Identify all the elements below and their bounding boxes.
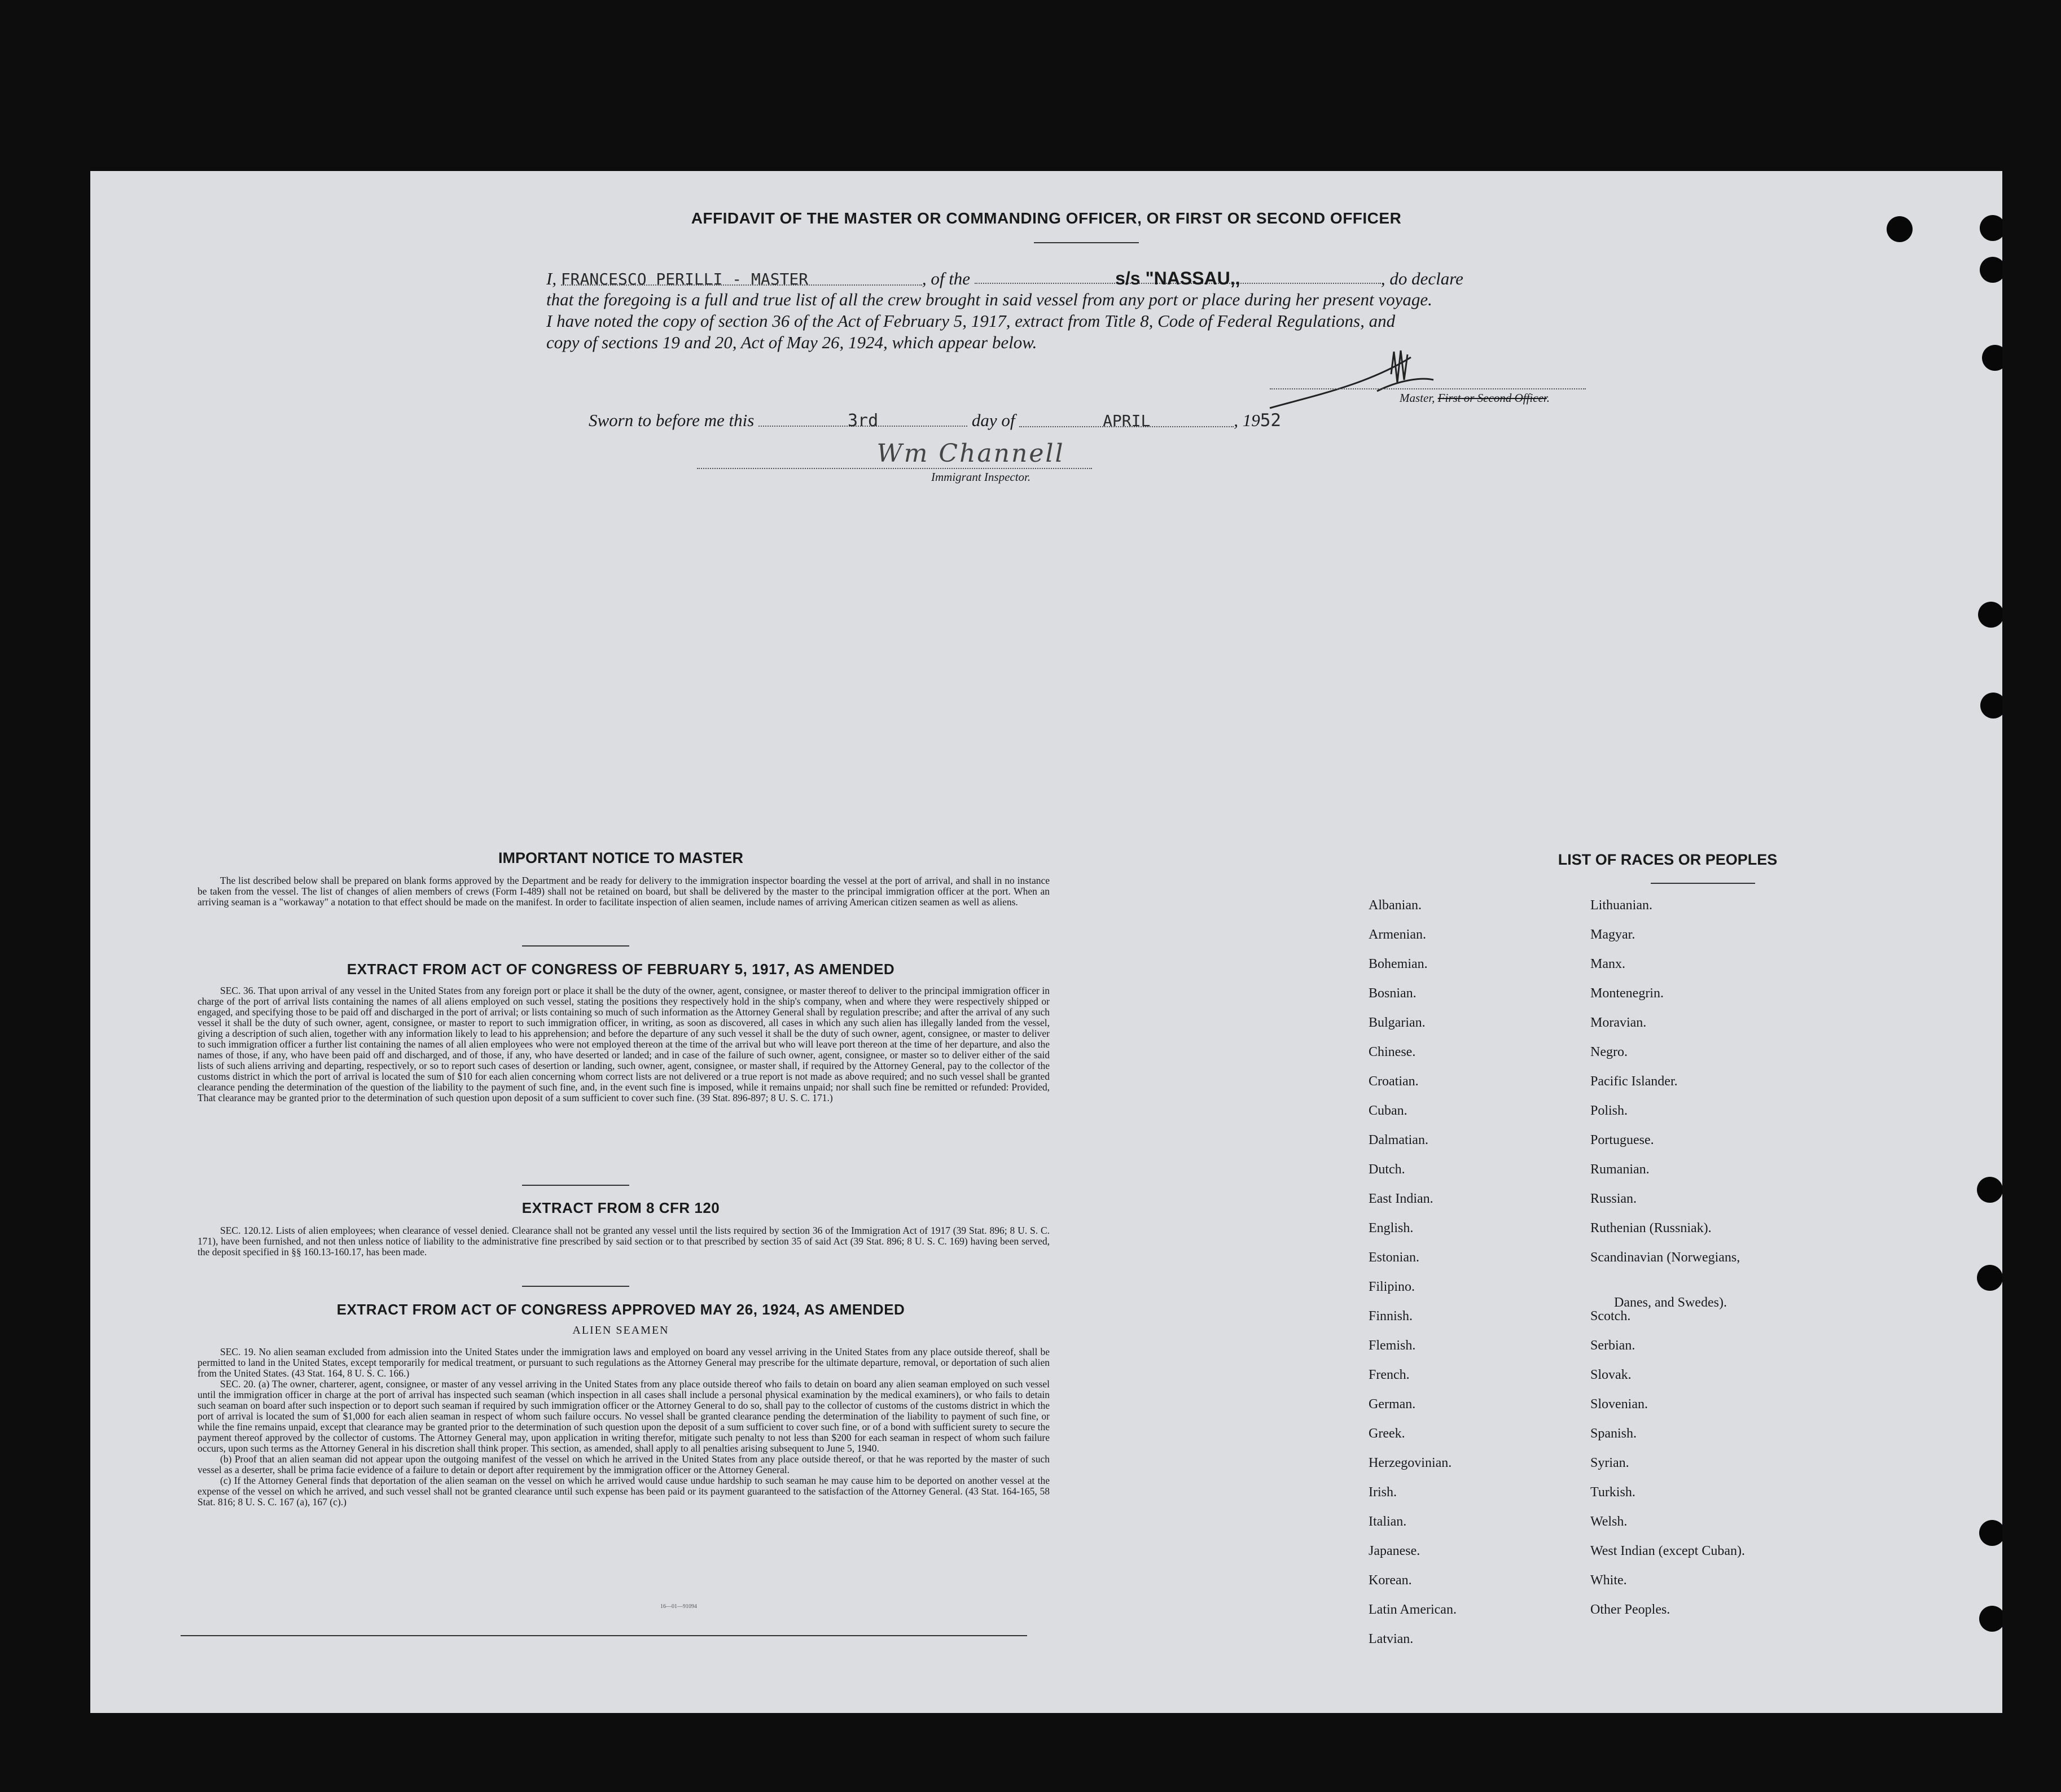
- extract-8cfr-body: SEC. 120.12. Lists of alien employees; when clearance of vessel denied. Clearance shall not be granted any vessel until the lists required by section 36 of the Immigration Act of 1917 (39 Stat. 896; 8 U. S. C. 171), have been furnished, and not then unless notice of liability to the administrative fine prescribed by said section or to that prescribed by section 35 of said Act (39 Stat. 896; 8 U. S. C. 169) having been served, the deposit specified in §§ 160.13-160.17, has been made.: [198, 1225, 1050, 1258]
- races-title: LIST OF RACES OR PEOPLES: [1558, 851, 1778, 868]
- race-item: East Indian.: [1369, 1191, 1433, 1206]
- race-item: Slovak.: [1590, 1368, 1632, 1382]
- race-item: Finnish.: [1369, 1309, 1413, 1324]
- race-item: West Indian (except Cuban).: [1590, 1544, 1745, 1558]
- extract-1924-subtitle: ALIEN SEAMEN: [572, 1324, 669, 1337]
- sec-20b: (b) Proof that an alien seaman did not appear upon the outgoing manifest of the vessel on which he arrived in the United States from any place outside thereof, or that he was reported by the master of such vessel as a deserter, shall be prima facie evidence of a failure to detain or deport after requirement by the immigration officer or the Attorney General.: [198, 1453, 1050, 1475]
- affidavit-title: AFFIDAVIT OF THE MASTER OR COMMANDING OFFICER, OR FIRST OR SECOND OFFICER: [691, 209, 1402, 227]
- race-item: Irish.: [1369, 1485, 1397, 1500]
- sworn-month-field: APRIL: [1019, 411, 1234, 427]
- race-item: Welsh.: [1590, 1514, 1628, 1529]
- declaration-line-2: that the foregoing is a full and true list of all the crew brought in said vessel from any port or place during her present voyage.: [546, 290, 1432, 309]
- race-item: Ruthenian (Russniak).: [1590, 1221, 1712, 1235]
- of-the-text: , of the: [922, 269, 971, 288]
- sec-20c: (c) If the Attorney General finds that deportation of the alien seaman on the vessel on which he arrived would cause undue hardship to such seaman he may cause him to be deported on another vessel at the expense of the vessel on which he arrived, and such vessel shall not be granted clearance until such expense has been paid or its payment guaranteed to the satisfaction of the Attorney General. (43 Stat. 164-165, 58 Stat. 816; 8 U. S. C. 167 (a), 167 (c).): [198, 1475, 1050, 1508]
- race-item: Turkish.: [1590, 1485, 1635, 1500]
- race-item: Greek.: [1369, 1426, 1405, 1441]
- race-item: Filipino.: [1369, 1280, 1415, 1294]
- race-item: Portuguese.: [1590, 1133, 1654, 1147]
- race-item: Polish.: [1590, 1103, 1628, 1118]
- notice-body: The list described below shall be prepared on blank forms approved by the Department and be ready for delivery to the immigration inspector boarding the vessel at the port of arrival, and shall in no instance be taken from the vessel. The list of changes of alien members of crews (Form I-489) shall not be retained on board, but shall be delivered by the master to the principal immigration officer at the port. When an arriving seaman is a "workaway" a notation to that effect should be made on the manifest. In order to facilitate inspection of alien seamen, include names of arriving American citizen seamen as well as aliens.: [198, 875, 1050, 908]
- race-item: Bohemian.: [1369, 957, 1428, 971]
- race-item: Latvian.: [1369, 1632, 1414, 1646]
- race-item: Moravian.: [1590, 1015, 1647, 1030]
- race-item: Manx.: [1590, 957, 1625, 971]
- race-item: White.: [1590, 1573, 1627, 1588]
- extract-1924-body: [198, 1347, 1050, 1508]
- title-divider: [1034, 242, 1139, 243]
- punch-hole: [1978, 602, 2002, 628]
- master-signature: [1264, 340, 1479, 419]
- race-item: Bosnian.: [1369, 986, 1417, 1001]
- race-item: Spanish.: [1590, 1426, 1637, 1441]
- day-of-text: day of: [971, 410, 1015, 430]
- extract-8cfr-title: EXTRACT FROM 8 CFR 120: [521, 1199, 720, 1216]
- race-item: Russian.: [1590, 1191, 1637, 1206]
- race-item: Chinese.: [1369, 1045, 1416, 1059]
- declaration-line-4: copy of sections 19 and 20, Act of May 26, 1924, which appear below.: [546, 332, 1037, 352]
- punch-hole: [1977, 1177, 2002, 1203]
- vessel-name-field: s/s "NASSAU,,: [975, 268, 1381, 284]
- race-item: Korean.: [1369, 1573, 1412, 1588]
- print-code: 16—01—91094: [660, 1603, 697, 1610]
- race-item: Syrian.: [1590, 1456, 1629, 1470]
- master-caption-label: Master,: [1400, 391, 1435, 405]
- sworn-line: [589, 410, 1492, 431]
- punch-hole: [1980, 257, 2002, 283]
- race-item: Magyar.: [1590, 927, 1635, 942]
- race-item: Montenegrin.: [1590, 986, 1664, 1001]
- race-item: Negro.: [1590, 1045, 1628, 1059]
- punch-hole: [1979, 1606, 2002, 1632]
- race-item: English.: [1369, 1221, 1414, 1235]
- race-item: Other Peoples.: [1590, 1602, 1670, 1617]
- declaration-line-1: [546, 268, 1731, 291]
- race-item: German.: [1369, 1397, 1416, 1412]
- extract-1924-title: EXTRACT FROM ACT OF CONGRESS APPROVED MAY 26, 1924, AS AMENDED: [336, 1301, 905, 1318]
- do-declare-text: , do declare: [1380, 269, 1463, 288]
- race-item: French.: [1369, 1368, 1410, 1382]
- sec-20a: SEC. 20. (a) The owner, charterer, agent, consignee, or master of any vessel arriving in the United States from any place outside thereof who fails to detain on board any alien seaman employed on such vessel until the immigration officer in charge at the port of arrival has inspected such seaman (which inspection in all cases shall include a personal physical examination by the medical examiners), or who fails to detain such seaman on board after such inspection or to deport such seaman if required by such immigration officer or the Attorney General to do so, shall pay to the collector of customs of the customs district in which the port of arrival is located the sum of $1,000 for each alien seaman in respect of whom such failure occurs. No vessel shall be granted clearance pending the determination of the liability to payment of such fine, or while the fine remains unpaid, except that clearance may be granted prior to the determination of such question upon the deposit of a sum sufficient to cover such fine, or of a bond with sufficient surety to secure the payment thereof approved by the collector of customs. The Attorney General may, upon application in writing therefor, mitigate such penalty to not less than $200 for each seaman in respect of whom such failure occurs, upon such terms as the Attorney General in his discretion shall think proper. This section, as amended, shall apply to all penalties arising subsequent to June 5, 1940.: [198, 1378, 1050, 1454]
- race-item: Bulgarian.: [1369, 1015, 1426, 1030]
- sec-19: SEC. 19. No alien seaman excluded from admission into the United States under the immigration laws and employed on board any vessel arriving in the United States from any place outside thereof, shall be permitted to land in the United States, except temporarily for medical treatment, or pursuant to such regulations as the Attorney General may prescribe for the ultimate departure, removal, or deportation of such alien from the United States. (43 Stat. 164, 8 U. S. C. 166.): [198, 1346, 1050, 1379]
- race-item: Flemish.: [1369, 1338, 1416, 1353]
- year-suffix: 52: [1260, 410, 1282, 431]
- race-item: Latin American.: [1369, 1602, 1457, 1617]
- punch-hole: [1887, 216, 1913, 242]
- year-prefix: , 19: [1234, 410, 1260, 430]
- race-item: Cuban.: [1369, 1103, 1407, 1118]
- race-item: Slovenian.: [1590, 1397, 1648, 1412]
- race-item: Italian.: [1369, 1514, 1407, 1529]
- race-item: Dutch.: [1369, 1162, 1405, 1177]
- race-item: Croatian.: [1369, 1074, 1419, 1089]
- declaration-line-3: I have noted the copy of section 36 of the Act of February 5, 1917, extract from Title 8, Code of Federal Regulations, and: [546, 311, 1396, 331]
- inspector-caption: Immigrant Inspector.: [931, 470, 1031, 484]
- punch-hole: [1980, 215, 2002, 241]
- master-caption: [1400, 391, 1550, 405]
- document-page: [90, 171, 2002, 1713]
- punch-hole: [1977, 1265, 2002, 1291]
- master-name-field: FRANCESCO PERILLI - MASTER: [561, 270, 922, 286]
- bottom-rule: [181, 1635, 1027, 1636]
- extract-1917-title: EXTRACT FROM ACT OF CONGRESS OF FEBRUARY 5, 1917, AS AMENDED: [347, 961, 895, 978]
- race-item: Albanian.: [1369, 898, 1422, 913]
- punch-hole: [1980, 693, 2002, 718]
- divider-1: [522, 945, 629, 947]
- race-item: Scandinavian (Norwegians,: [1590, 1250, 1740, 1265]
- divider-3: [522, 1286, 629, 1287]
- race-item: Rumanian.: [1590, 1162, 1650, 1177]
- sworn-day-field: 3rd: [758, 411, 967, 427]
- race-item: Lithuanian.: [1590, 898, 1652, 913]
- inspector-signature-line: [697, 468, 1092, 469]
- sworn-prefix: Sworn to before me this: [589, 410, 755, 430]
- race-item: Dalmatian.: [1369, 1133, 1428, 1147]
- master-signature-line: [1270, 388, 1586, 389]
- extract-1917-body: SEC. 36. That upon arrival of any vessel in the United States from any foreign port or place it shall be the duty of the owner, agent, consignee, or master thereof to deliver to the principal immigration officer in charge of the port of arrival lists containing the names of all aliens employed on such vessel, stating the positions they respectively hold in the ship's company, when and where they were respectively shipped or engaged, and specifying those to be paid off and discharged in the port of arrival; or lists containing so much of such information as the Attorney General shall by regulation prescribe; and after the arrival of any such vessel it shall be the duty of such owner, agent, consignee, or master to report to such immigration officer, in writing, as soon as discovered, all cases in which any such alien has illegally landed from the vessel, giving a description of such alien, together with any information likely to lead to his apprehension; and before the departure of any such vessel it shall be the duty of such owner, agent, consignee, or master to deliver to such immigration officer a further list containing the names of all alien employees who were not employed thereon at the time of the arrival but who will leave port thereon at the time of her departure, and also the names of those, if any, who have been paid off and discharged, and of those, if any, who have deserted or landed; and in case of the failure of such owner, agent, consignee, or master so to deliver either of the said lists of such aliens arriving and departing, respectively, or so to report such cases of desertion or landing, such owner, agent, consignee, or master shall, if required by the Attorney General, pay to the collector of the customs district in which the port of arrival is located the sum of $10 for each alien concerning whom correct lists are not delivered or a true report is not made as above required; and no such vessel shall be granted clearance pending the determination of the question of the liability to the payment of such fine, and, in the event such fine is imposed, while it remains unpaid; nor shall such fine be remitted or refunded: Provided, That clearance may be granted prior to the determination of such question upon deposit of a sum sufficient to cover such fine. (39 Stat. 896-897; 8 U. S. C. 171.): [198, 985, 1050, 1103]
- inspector-signature: Wm Channell: [876, 439, 1065, 468]
- race-item: Pacific Islander.: [1590, 1074, 1678, 1089]
- master-caption-end: .: [1546, 391, 1550, 405]
- master-caption-struck: First or Second Officer: [1437, 391, 1547, 405]
- race-item: Armenian.: [1369, 927, 1426, 942]
- notice-title: IMPORTANT NOTICE TO MASTER: [498, 849, 743, 866]
- race-item: Herzegovinian.: [1369, 1456, 1452, 1470]
- divider-2: [522, 1185, 629, 1186]
- race-item: Estonian.: [1369, 1250, 1419, 1265]
- race-item: Japanese.: [1369, 1544, 1420, 1558]
- punch-hole: [1979, 1520, 2002, 1546]
- declaration-prefix: I,: [546, 269, 557, 288]
- race-item: Scotch.: [1590, 1309, 1631, 1324]
- race-item: Serbian.: [1590, 1338, 1635, 1353]
- races-divider: [1651, 883, 1755, 884]
- race-item: Danes, and Swedes).: [1614, 1295, 1727, 1310]
- punch-hole: [1982, 345, 2002, 371]
